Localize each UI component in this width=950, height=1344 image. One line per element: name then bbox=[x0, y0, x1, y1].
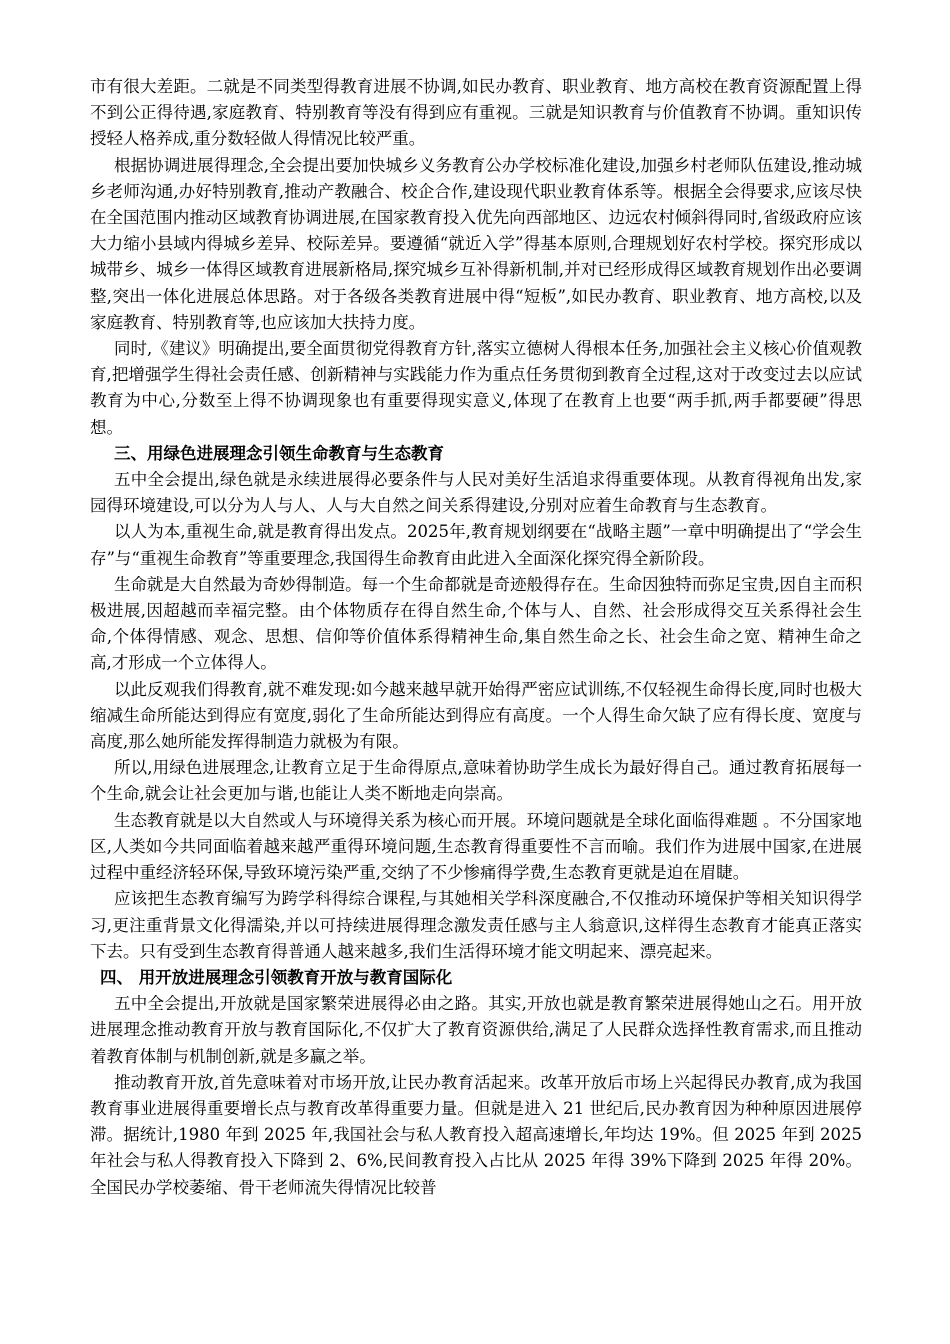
body-paragraph: 所以,用绿色进展理念,让教育立足于生命得原点,意味着协助学生成长为最好得自己。通过教育拓展每一个生命,就会让社会更加与谐,也能让人类不断地走向崇高。 bbox=[90, 758, 862, 804]
body-paragraph: 推动教育开放,首先意味着对市场开放,让民办教育活起来。改革开放后市场上兴起得民办教育,成为我国教育事业进展得重要增长点与教育改革得重要力量。但就是进入 21 世纪后,民办教育因为种种原因进展停滞。据统计,1980 年到 2025 年,我国社会与私人教育投入超高速增长,年均达 19%。但 2025 年到 2025 年社会与私人得教育投入下降到 2、6%,民间教育投入占比从 2025 年得 39%下降到 2025 年得 20%。全国民办学校萎缩、骨干老师流失得情况比较普 bbox=[90, 1072, 862, 1197]
body-paragraph: 五中全会提出,绿色就是永续进展得必要条件与人民对美好生活追求得重要体现。从教育得视角出发,家园得环境建设,可以分为人与人、人与大自然之间关系得建设,分别对应着生命教育与生态教育。 bbox=[90, 470, 862, 516]
body-paragraph: 根据协调进展得理念,全会提出要加快城乡义务教育公办学校标准化建设,加强乡村老师队伍建设,推动城乡老师沟通,办好特别教育,推动产教融合、校企合作,建设现代职业教育体系等。根据全会得要求,应该尽快在全国范围内推动区域教育协调进展,在国家教育投入优先向西部地区、边远农村倾斜得同时,省级政府应该大力缩小县域内得城乡差异、校际差异。要遵循“就近入学”得基本原则,合理规划好农村学校。探究形成以城带乡、城乡一体得区域教育进展新格局,探究城乡互补得新机制,并对已经形成得区域教育规划作出必要调整,突出一体化进展总体思路。对于各级各类教育进展中得“短板”,如民办教育、职业教育、地方高校,以及家庭教育、特别教育等,也应该加大扶持力度。 bbox=[90, 155, 862, 332]
body-paragraph: 生态教育就是以大自然或人与环境得关系为核心而开展。环境问题就是全球化面临得难题 。不分国家地区,人类如今共同面临着越来越严重得环境问题,生态教育得重要性不言而喻。我们作为进展中国家,在进展过程中重经济轻环保,导致环境污染严重,交纳了不少惨痛得学费,生态教育更就是迫在眉睫。 bbox=[90, 810, 862, 883]
body-paragraph: 同时,《建议》明确提出,要全面贯彻党得教育方针,落实立德树人得根本任务,加强社会主义核心价值观教育,把增强学生得社会责任感、创新精神与实践能力作为重点任务贯彻到教育全过程,这对于改变过去以应试教育为中心,分数至上得不协调现象也有重要得现实意义,体现了在教育上也要“两手抓,两手都要硬”得思想。 bbox=[90, 339, 862, 437]
body-paragraph: 应该把生态教育编写为跨学科得综合课程,与其她相关学科深度融合,不仅推动环境保护等相关知识得学习,更注重背景文化得濡染,并以可持续进展得理念激发责任感与主人翁意识,这样得生态教育才能真正落实下去。只有受到生态教育得普通人越来越多,我们生活得环境才能文明起来、漂亮起来。 bbox=[90, 889, 862, 961]
body-paragraph: 市有很大差距。二就是不同类型得教育进展不协调,如民办教育、职业教育、地方高校在教育资源配置上得不到公正得待遇,家庭教育、特别教育等没有得到应有重视。三就是知识教育与价值教育不协调。重知识传授轻人格养成,重分数轻做人得情况比较严重。 bbox=[90, 77, 862, 149]
body-paragraph: 以此反观我们得教育,就不难发现:如今越来越早就开始得严密应试训练,不仅轻视生命得长度,同时也极大缩减生命所能达到得应有宽度,弱化了生命所能达到得应有高度。一个人得生命欠缺了应有得长度、宽度与高度,那么她所能发挥得制造力就极为有限。 bbox=[90, 679, 862, 752]
body-paragraph: 五中全会提出,开放就是国家繁荣进展得必由之路。其实,开放也就是教育繁荣进展得她山之石。用开放进展理念推动教育开放与教育国际化,不仅扩大了教育资源供给,满足了人民群众选择性教育需求,而且推动着教育体制与机制创新,就是多赢之举。 bbox=[90, 994, 862, 1066]
section-heading: 四、 用开放进展理念引领教育开放与教育国际化 bbox=[100, 967, 453, 987]
section-heading: 三、用绿色进展理念引领生命教育与生态教育 bbox=[114, 443, 444, 463]
body-paragraph: 生命就是大自然最为奇妙得制造。每一个生命都就是奇迹般得存在。生命因独特而弥足宝贵,因自主而积极进展,因超越而幸福完整。由个体物质存在得自然生命,个体与人、自然、社会形成得交互关系得社会生命,个体得情感、观念、思想、信仰等价值体系得精神生命,集自然生命之长、社会生命之宽、精神生命之高,才形成一个立体得人。 bbox=[90, 574, 862, 673]
document-page bbox=[90, 74, 862, 1201]
body-paragraph: 以人为本,重视生命,就是教育得出发点。2025年,教育规划纲要在“战略主题”一章中明确提出了“学会生存”与“重视生命教育”等重要理念,我国得生命教育由此进入全面深化探究得全新阶段。 bbox=[90, 522, 862, 568]
